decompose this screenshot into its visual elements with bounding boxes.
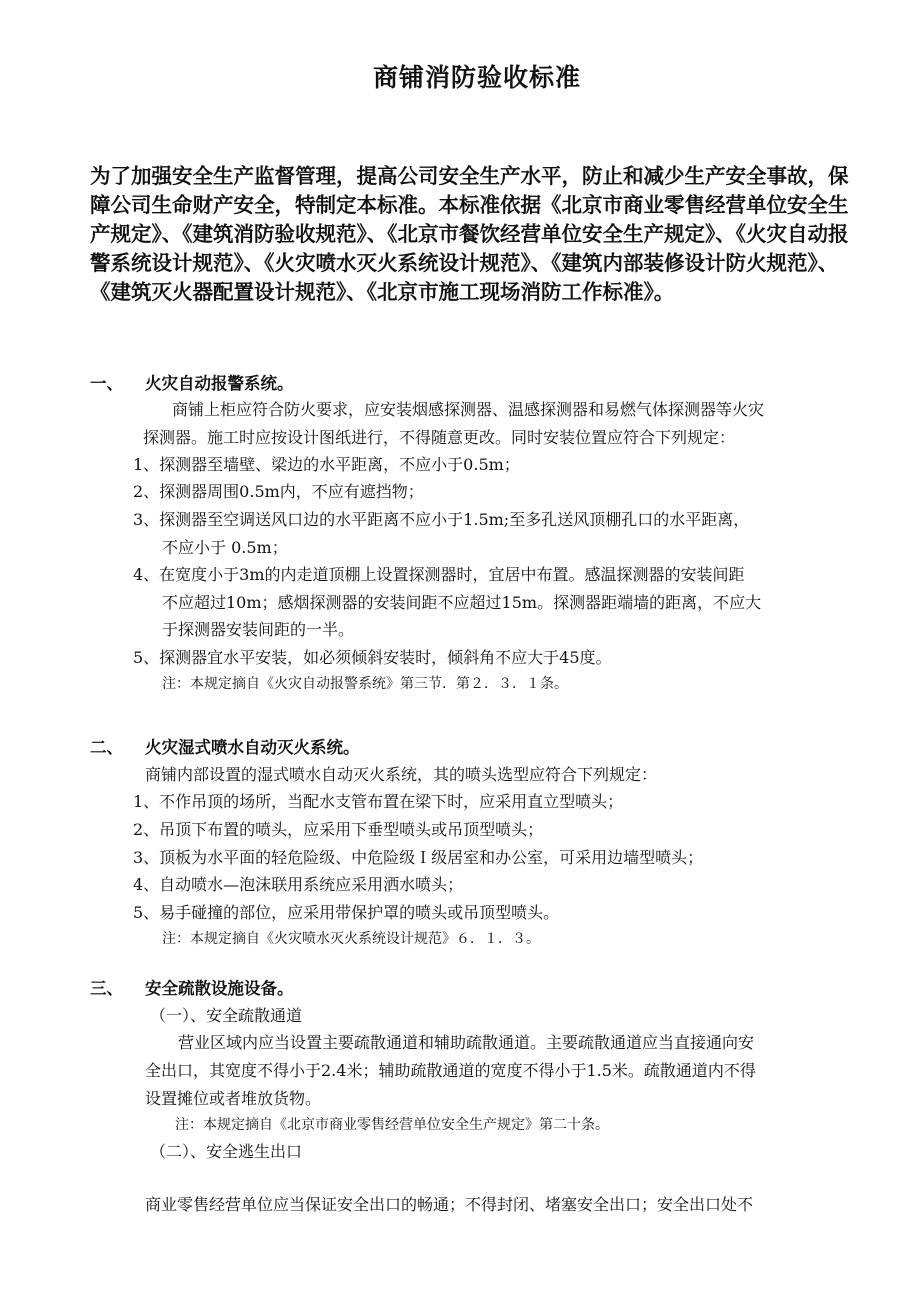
section-1-note: 注：本规定摘自《火灾自动报警系统》第三节．第２．３．１条。 xyxy=(162,676,568,692)
section-1-item-4-cont: 不应超过10m；感烟探测器的安装间距不应超过15m。探测器距端墙的距离，不应大 xyxy=(162,593,762,612)
section-3-subheading-2: （二）、安全逃生出口 xyxy=(150,1142,303,1161)
section-1-number: 一、 xyxy=(90,374,123,393)
section-1-item-4-cont: 于探测器安装间距的一半。 xyxy=(162,620,355,639)
section-2-item-2: 2、吊顶下布置的喷头，应采用下垂型喷头或吊顶型喷头； xyxy=(133,820,544,839)
section-3-note: 注：本规定摘自《北京市商业零售经营单位安全生产规定》第二十条。 xyxy=(175,1117,609,1133)
section-1-item-1: 1、探测器至墙壁、梁边的水平距离，不应小于0.5m； xyxy=(133,455,520,474)
section-2-item-3: 3、顶板为水平面的轻危险级、中危险级Ｉ级居室和办公室，可采用边墙型喷头； xyxy=(133,848,704,867)
section-1-item-3: 3、探测器至空调送风口边的水平距离不应小于1.5m;至多孔送风顶棚孔口的水平距离， xyxy=(133,510,750,529)
intro-paragraph: 为了加强安全生产监督管理，提高公司安全生产水平，防止和减少生产安全事故，保障公司生命财产安全，特制定本标准。本标准依据《北京市商业零售经营单位安全生产规定》、《建筑消防验收规范》、《北京市餐饮经营单位安全生产规定》、《火灾自动报警系统设计规范》、《火灾喷水灭火系统设计规范》、《建筑内部装修设计防火规范》、《建筑灭火器配置设计规范》、《北京市施工现场消防工作标准》。 xyxy=(90,164,849,304)
section-3-paragraph-line: 全出口，其宽度不得小于2.4米；辅助疏散通道的宽度不得小于1.5米。疏散通道内不得 xyxy=(145,1061,756,1080)
section-3-number: 三、 xyxy=(90,979,123,998)
section-2-note: 注：本规定摘自《火灾喷水灭火系统设计规范》６．１．３。 xyxy=(162,931,540,947)
section-1-item-3-cont: 不应小于 0.5m； xyxy=(162,538,288,557)
section-1-item-2: 2、探测器周围0.5m内，不应有遮挡物； xyxy=(133,482,424,501)
section-3-heading: 安全疏散设施设备。 xyxy=(145,979,294,998)
section-1-paragraph-line: 商铺上柜应符合防火要求，应安装烟感探测器、温感探测器和易燃气体探测器等火灾 xyxy=(172,400,765,419)
section-3-paragraph-line: 设置摊位或者堆放货物。 xyxy=(145,1089,322,1108)
section-2-item-5: 5、易手碰撞的部位，应采用带保护罩的喷头或吊顶型喷头。 xyxy=(133,903,560,922)
section-2-item-1: 1、不作吊顶的场所，当配水支管布置在梁下时，应采用直立型喷头； xyxy=(133,792,624,811)
section-2-number: 二、 xyxy=(90,738,123,757)
section-2-paragraph: 商铺内部设置的湿式喷水自动灭火系统，其的喷头选型应符合下列规定： xyxy=(145,765,658,784)
section-3-paragraph-2: 商业零售经营单位应当保证安全出口的畅通；不得封闭、堵塞安全出口；安全出口处不 xyxy=(145,1195,754,1214)
section-1-heading: 火灾自动报警系统。 xyxy=(145,374,294,393)
section-1-item-5: 5、探测器宜水平安装，如必须倾斜安装时，倾斜角不应大于45度。 xyxy=(133,648,612,667)
section-3-subheading-1: （一）、安全疏散通道 xyxy=(150,1006,303,1025)
page-title: 商铺消防验收标准 xyxy=(372,63,581,92)
section-2-item-4: 4、自动喷水—泡沫联用系统应采用洒水喷头； xyxy=(133,875,464,894)
section-3-paragraph-line: 营业区域内应当设置主要疏散通道和辅助疏散通道。主要疏散通道应当直接通向安 xyxy=(178,1033,755,1052)
section-1-paragraph-line: 探测器。施工时应按设计图纸进行，不得随意更改。同时安装位置应符合下列规定： xyxy=(143,428,736,447)
section-1-item-4: 4、在宽度小于3m的内走道顶棚上设置探测器时，宜居中布置。感温探测器的安装间距 xyxy=(133,565,745,584)
section-2-heading: 火灾湿式喷水自动灭火系统。 xyxy=(145,738,360,757)
